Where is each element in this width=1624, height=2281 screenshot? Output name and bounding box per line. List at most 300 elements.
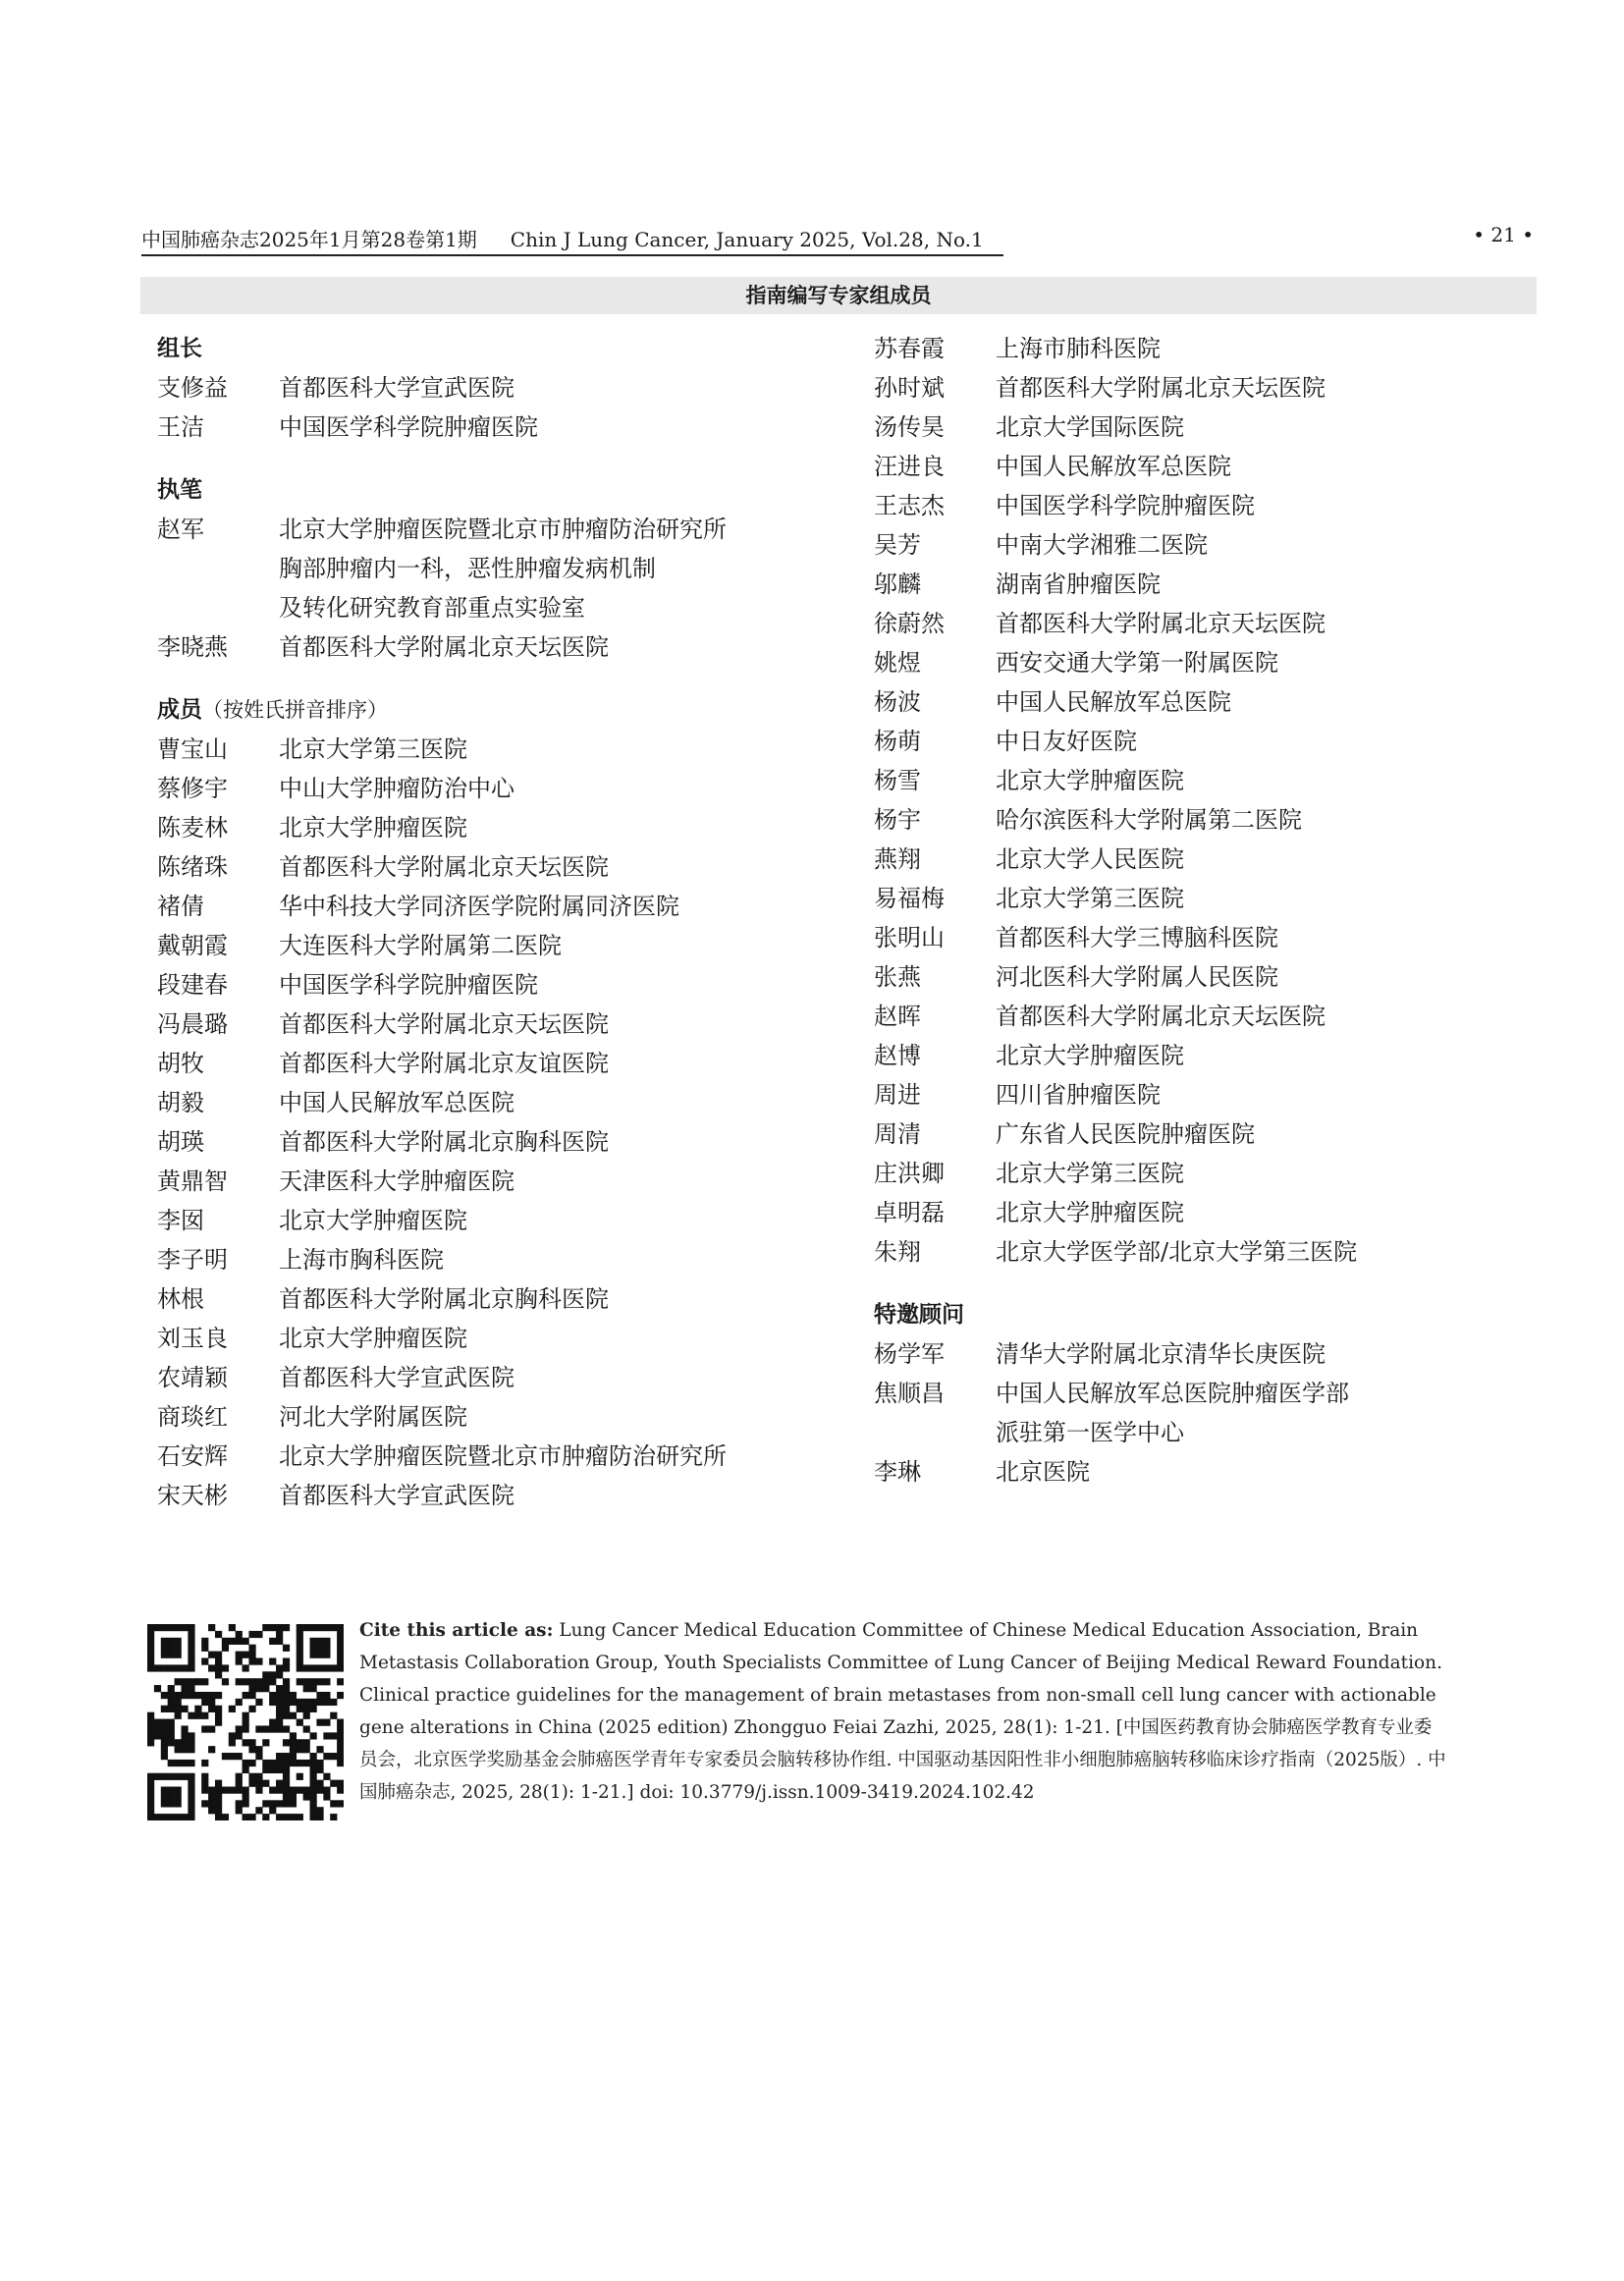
qr-module — [147, 1712, 154, 1719]
qr-module — [243, 1800, 249, 1807]
qr-module — [181, 1685, 188, 1692]
institution-line: 哈尔滨医科大学附属第二医院 — [996, 806, 1302, 834]
qr-module — [330, 1699, 337, 1706]
qr-module — [330, 1664, 337, 1671]
institution-line: 上海市胸科医院 — [279, 1246, 444, 1274]
qr-module — [337, 1753, 344, 1760]
qr-module — [147, 1664, 154, 1671]
member-row — [874, 1154, 1483, 1193]
institution-line: 天津医科大学肿瘤医院 — [279, 1168, 514, 1195]
institution-line: 北京大学医学部/北京大学第三医院 — [996, 1238, 1358, 1266]
institution-line: 北京大学第三医院 — [279, 735, 467, 763]
qr-module — [290, 1699, 297, 1706]
member-name: 庄洪卿 — [874, 1160, 945, 1187]
qr-module — [201, 1773, 208, 1780]
institution-line: 北京医院 — [996, 1458, 1090, 1486]
qr-module — [337, 1739, 344, 1746]
member-name: 邬麟 — [874, 570, 921, 598]
qr-module — [276, 1780, 283, 1787]
qr-module — [168, 1739, 175, 1746]
qr-module — [188, 1664, 194, 1671]
institution-line: 上海市肺科医院 — [996, 335, 1161, 362]
qr-module — [330, 1624, 337, 1631]
qr-module — [297, 1760, 303, 1766]
qr-module — [269, 1787, 276, 1794]
member-institution — [996, 1452, 1483, 1492]
qr-module — [269, 1719, 276, 1726]
qr-module — [188, 1678, 194, 1685]
group-title — [157, 470, 795, 510]
member-row — [157, 1044, 795, 1083]
qr-module — [161, 1652, 168, 1658]
qr-module — [175, 1699, 182, 1706]
qr-module — [236, 1631, 243, 1638]
qr-module — [248, 1657, 255, 1664]
qr-module — [310, 1685, 317, 1692]
qr-module — [208, 1692, 215, 1699]
member-row — [157, 1083, 795, 1122]
institution-line: 中国人民解放军总医院 — [996, 453, 1231, 480]
qr-module — [201, 1657, 208, 1664]
qr-module — [175, 1645, 182, 1652]
qr-module — [168, 1685, 175, 1692]
member-name: 胡牧 — [157, 1050, 204, 1077]
qr-module — [168, 1692, 175, 1699]
qr-module — [175, 1800, 182, 1807]
member-row — [157, 965, 795, 1005]
member-institution — [279, 926, 795, 965]
qr-module — [269, 1807, 276, 1814]
member-institution — [279, 965, 795, 1005]
member-institution — [279, 1319, 795, 1358]
member-row — [157, 1319, 795, 1358]
qr-module — [255, 1725, 262, 1732]
qr-module — [147, 1638, 154, 1645]
qr-module — [337, 1760, 344, 1766]
qr-module — [276, 1664, 283, 1671]
qr-module — [175, 1624, 182, 1631]
qr-module — [283, 1753, 290, 1760]
qr-module — [248, 1739, 255, 1746]
qr-module — [337, 1800, 344, 1807]
qr-module — [161, 1800, 168, 1807]
member-institution — [996, 997, 1483, 1036]
qr-module — [154, 1732, 161, 1739]
qr-module — [283, 1657, 290, 1664]
member-row — [874, 486, 1483, 525]
qr-module — [236, 1638, 243, 1645]
qr-module — [201, 1692, 208, 1699]
qr-module — [236, 1657, 243, 1664]
qr-module — [276, 1766, 283, 1773]
qr-module — [303, 1685, 310, 1692]
group-title-text: 特邀顾问 — [874, 1302, 964, 1328]
qr-module — [236, 1725, 243, 1732]
qr-module — [330, 1753, 337, 1760]
member-name: 杨波 — [874, 688, 921, 716]
qr-module — [310, 1706, 317, 1712]
qr-module — [188, 1787, 194, 1794]
member-institution — [279, 1476, 795, 1515]
member-name: 周进 — [874, 1081, 921, 1109]
member-row — [874, 643, 1483, 682]
qr-module — [303, 1699, 310, 1706]
member-row — [157, 769, 795, 808]
member-row — [157, 627, 795, 667]
qr-module — [208, 1699, 215, 1706]
qr-module — [310, 1793, 317, 1800]
member-name: 冯晨璐 — [157, 1010, 228, 1038]
member-institution — [279, 808, 795, 847]
member-name: 徐蔚然 — [874, 610, 945, 637]
qr-module — [310, 1807, 317, 1814]
qr-module — [316, 1645, 323, 1652]
member-name: 苏春霞 — [874, 335, 945, 362]
member-row — [874, 997, 1483, 1036]
qr-module — [181, 1692, 188, 1699]
qr-module — [161, 1739, 168, 1746]
institution-line: 河北医科大学附属人民医院 — [996, 963, 1278, 991]
member-institution — [996, 1374, 1483, 1452]
qr-module — [269, 1760, 276, 1766]
qr-module — [255, 1780, 262, 1787]
qr-module — [168, 1624, 175, 1631]
qr-module — [188, 1773, 194, 1780]
institution-line: 首都医科大学附属北京友谊医院 — [279, 1050, 609, 1077]
qr-module — [181, 1706, 188, 1712]
member-name: 李囡 — [157, 1207, 204, 1234]
qr-module — [236, 1800, 243, 1807]
member-row — [157, 510, 795, 627]
qr-module — [168, 1725, 175, 1732]
qr-module — [215, 1664, 222, 1671]
qr-module — [269, 1638, 276, 1645]
qr-module — [147, 1793, 154, 1800]
institution-line: 北京大学肿瘤医院暨北京市肿瘤防治研究所 — [279, 516, 727, 543]
qr-module — [236, 1652, 243, 1658]
qr-module — [283, 1645, 290, 1652]
member-name: 周清 — [874, 1120, 921, 1148]
qr-module — [236, 1699, 243, 1706]
qr-module — [236, 1732, 243, 1739]
qr-module — [290, 1760, 297, 1766]
qr-module — [215, 1793, 222, 1800]
qr-module — [337, 1787, 344, 1794]
qr-module — [194, 1712, 201, 1719]
qr-module — [188, 1800, 194, 1807]
qr-module — [215, 1800, 222, 1807]
qr-module — [297, 1657, 303, 1664]
qr-module — [290, 1787, 297, 1794]
qr-module — [297, 1746, 303, 1753]
qr-module — [236, 1780, 243, 1787]
qr-module — [255, 1753, 262, 1760]
member-institution — [996, 957, 1483, 997]
institution-line: 大连医科大学附属第二医院 — [279, 932, 562, 959]
qr-module — [323, 1624, 330, 1631]
qr-module — [297, 1739, 303, 1746]
member-row — [157, 1397, 795, 1437]
member-row — [157, 926, 795, 965]
section-banner: 指南编写专家组成员 — [140, 277, 1537, 314]
qr-module — [310, 1645, 317, 1652]
qr-module — [316, 1692, 323, 1699]
qr-module — [310, 1780, 317, 1787]
qr-module — [276, 1631, 283, 1638]
qr-code-icon[interactable] — [147, 1624, 344, 1820]
qr-module — [255, 1807, 262, 1814]
member-row — [157, 1437, 795, 1476]
member-institution — [996, 1334, 1483, 1374]
institution-line: 中国人民解放军总医院肿瘤医学部 — [996, 1380, 1349, 1407]
qr-module — [188, 1814, 194, 1820]
qr-module — [222, 1638, 229, 1645]
qr-module — [208, 1624, 215, 1631]
member-name: 胡瑛 — [157, 1128, 204, 1156]
qr-module — [337, 1664, 344, 1671]
institution-line: 北京大学第三医院 — [996, 885, 1184, 912]
member-institution — [996, 800, 1483, 840]
qr-module — [188, 1732, 194, 1739]
qr-module — [168, 1652, 175, 1658]
qr-module — [215, 1652, 222, 1658]
qr-module — [303, 1664, 310, 1671]
qr-module — [161, 1725, 168, 1732]
qr-module — [208, 1746, 215, 1753]
qr-module — [303, 1760, 310, 1766]
qr-module — [297, 1787, 303, 1794]
qr-module — [316, 1780, 323, 1787]
member-row — [157, 1358, 795, 1397]
member-institution — [279, 1279, 795, 1319]
qr-module — [222, 1678, 229, 1685]
institution-line: 中国人民解放军总医院 — [279, 1089, 514, 1116]
member-institution — [279, 887, 795, 926]
member-row — [874, 1232, 1483, 1272]
member-name: 易福梅 — [874, 885, 945, 912]
qr-module — [283, 1814, 290, 1820]
qr-module — [147, 1652, 154, 1658]
qr-module — [283, 1692, 290, 1699]
qr-module — [154, 1685, 161, 1692]
qr-module — [168, 1638, 175, 1645]
member-name: 杨宇 — [874, 806, 921, 834]
journal-title-cn: 中国肺癌杂志2025年1月第28卷第1期 — [141, 228, 477, 251]
member-name: 孙时斌 — [874, 374, 945, 402]
institution-line: 首都医科大学宣武医院 — [279, 1364, 514, 1391]
institution-line: 中日友好医院 — [996, 728, 1137, 755]
member-row — [157, 368, 795, 407]
qr-module — [229, 1638, 236, 1645]
member-name: 农靖颖 — [157, 1364, 228, 1391]
qr-module — [168, 1732, 175, 1739]
qr-module — [201, 1760, 208, 1766]
qr-module — [262, 1678, 269, 1685]
institution-line: 中山大学肿瘤防治中心 — [279, 775, 514, 802]
member-institution — [996, 1075, 1483, 1114]
qr-module — [283, 1699, 290, 1706]
qr-module — [175, 1712, 182, 1719]
qr-module — [181, 1814, 188, 1820]
member-group — [874, 1295, 1483, 1492]
qr-module — [248, 1652, 255, 1658]
citation-text: Lung Cancer Medical Education Committee of Chinese Medical Education Association, Brain Metastasis Collaboration Group, Youth Specialists Committee of Lung Cancer of Beijing Medical Reward Foundation. Clinical practice guidelines for the management of brain metastases from non-small cell lung cancer with actionable gene alterations in China (2025 edition) Zhongguo Feiai Zazhi, 2025, 28(1): 1-21. [中国医药教育协会肺癌医学教育专业委员会，北京医学奖励基金会肺癌医学青年专家委员会脑转移协作组. 中国驱动基因阳性非小细胞肺癌脑转移临床诊疗指南（2025版）. 中国肺癌杂志, 2025, 28(1): 1-21.] doi: 10.3779/j.issn.1009-3419.2024.102.42 — [359, 1620, 1446, 1803]
qr-module — [337, 1732, 344, 1739]
qr-module — [262, 1814, 269, 1820]
member-row — [874, 682, 1483, 722]
qr-module — [262, 1780, 269, 1787]
qr-code-graphic — [147, 1624, 344, 1820]
institution-line: 北京大学肿瘤医院 — [279, 1207, 467, 1234]
qr-module — [175, 1664, 182, 1671]
qr-module — [208, 1652, 215, 1658]
member-institution — [279, 510, 795, 627]
qr-module — [201, 1800, 208, 1807]
member-name: 陈麦林 — [157, 814, 228, 842]
member-institution — [996, 525, 1483, 565]
qr-module — [147, 1645, 154, 1652]
member-group — [157, 329, 795, 447]
qr-module — [236, 1773, 243, 1780]
qr-module — [229, 1624, 236, 1631]
institution-line: 首都医科大学附属北京天坛医院 — [996, 374, 1326, 402]
qr-module — [283, 1706, 290, 1712]
qr-module — [208, 1787, 215, 1794]
member-row — [874, 1374, 1483, 1452]
member-name: 赵军 — [157, 516, 204, 543]
member-row — [874, 761, 1483, 800]
group-title-text: 执笔 — [157, 477, 202, 503]
qr-module — [181, 1746, 188, 1753]
qr-module — [248, 1685, 255, 1692]
member-group — [874, 329, 1483, 1272]
qr-module — [297, 1719, 303, 1726]
qr-module — [316, 1807, 323, 1814]
qr-module — [201, 1699, 208, 1706]
member-institution — [279, 368, 795, 407]
member-institution — [279, 1162, 795, 1201]
qr-module — [276, 1719, 283, 1726]
institution-line: 及转化研究教育部重点实验室 — [279, 594, 585, 622]
qr-module — [316, 1766, 323, 1773]
member-row — [874, 407, 1483, 447]
qr-module — [161, 1624, 168, 1631]
qr-module — [276, 1624, 283, 1631]
member-name: 宋天彬 — [157, 1482, 228, 1509]
member-row — [157, 1201, 795, 1240]
qr-module — [316, 1814, 323, 1820]
institution-line: 湖南省肿瘤医院 — [996, 570, 1161, 598]
institution-line: 华中科技大学同济医学院附属同济医院 — [279, 893, 679, 920]
member-institution — [996, 879, 1483, 918]
qr-module — [175, 1793, 182, 1800]
qr-module — [316, 1664, 323, 1671]
qr-module — [330, 1780, 337, 1787]
member-row — [874, 1452, 1483, 1492]
qr-module — [161, 1692, 168, 1699]
qr-module — [276, 1671, 283, 1678]
institution-line: 北京大学第三医院 — [996, 1160, 1184, 1187]
member-institution — [279, 1005, 795, 1044]
qr-module — [283, 1780, 290, 1787]
qr-module — [276, 1787, 283, 1794]
member-row — [157, 407, 795, 447]
qr-module — [215, 1631, 222, 1638]
qr-module — [243, 1692, 249, 1699]
qr-module — [262, 1685, 269, 1692]
qr-module — [255, 1787, 262, 1794]
member-institution — [996, 643, 1483, 682]
qr-module — [215, 1807, 222, 1814]
qr-module — [255, 1685, 262, 1692]
institution-line: 首都医科大学三博脑科医院 — [996, 924, 1278, 951]
member-institution — [279, 1201, 795, 1240]
qr-module — [201, 1725, 208, 1732]
qr-module — [316, 1746, 323, 1753]
institution-line: 中国医学科学院肿瘤医院 — [996, 492, 1255, 519]
qr-module — [208, 1725, 215, 1732]
member-institution — [279, 1122, 795, 1162]
member-name: 李琳 — [874, 1458, 921, 1486]
qr-module — [297, 1706, 303, 1712]
qr-module — [290, 1732, 297, 1739]
qr-module — [303, 1678, 310, 1685]
qr-module — [201, 1638, 208, 1645]
qr-module — [337, 1719, 344, 1726]
member-institution — [996, 1036, 1483, 1075]
institution-line: 北京大学国际医院 — [996, 413, 1184, 441]
member-row — [874, 1334, 1483, 1374]
qr-module — [147, 1739, 154, 1746]
qr-module — [215, 1780, 222, 1787]
qr-module — [323, 1699, 330, 1706]
member-name: 李子明 — [157, 1246, 228, 1274]
qr-module — [316, 1760, 323, 1766]
member-name: 商琰红 — [157, 1403, 228, 1431]
qr-module — [337, 1657, 344, 1664]
qr-module — [215, 1712, 222, 1719]
group-title-text: 组长 — [157, 336, 202, 361]
member-row — [874, 957, 1483, 997]
qr-module — [154, 1725, 161, 1732]
qr-module — [248, 1773, 255, 1780]
qr-module — [316, 1719, 323, 1726]
institution-line: 北京大学肿瘤医院暨北京市肿瘤防治研究所 — [279, 1442, 727, 1470]
qr-module — [269, 1699, 276, 1706]
qr-module — [215, 1657, 222, 1664]
member-institution — [279, 847, 795, 887]
qr-module — [194, 1678, 201, 1685]
qr-module — [147, 1624, 154, 1631]
qr-module — [290, 1739, 297, 1746]
qr-module — [262, 1760, 269, 1766]
qr-module — [147, 1732, 154, 1739]
member-row — [874, 800, 1483, 840]
qr-module — [303, 1624, 310, 1631]
member-institution — [279, 730, 795, 769]
member-institution — [279, 1083, 795, 1122]
qr-module — [323, 1652, 330, 1658]
member-row — [874, 565, 1483, 604]
qr-module — [161, 1787, 168, 1794]
qr-module — [255, 1657, 262, 1664]
member-group — [157, 470, 795, 667]
qr-module — [297, 1699, 303, 1706]
qr-module — [269, 1657, 276, 1664]
qr-module — [290, 1800, 297, 1807]
institution-line: 首都医科大学附属北京天坛医院 — [996, 610, 1326, 637]
qr-module — [276, 1706, 283, 1712]
